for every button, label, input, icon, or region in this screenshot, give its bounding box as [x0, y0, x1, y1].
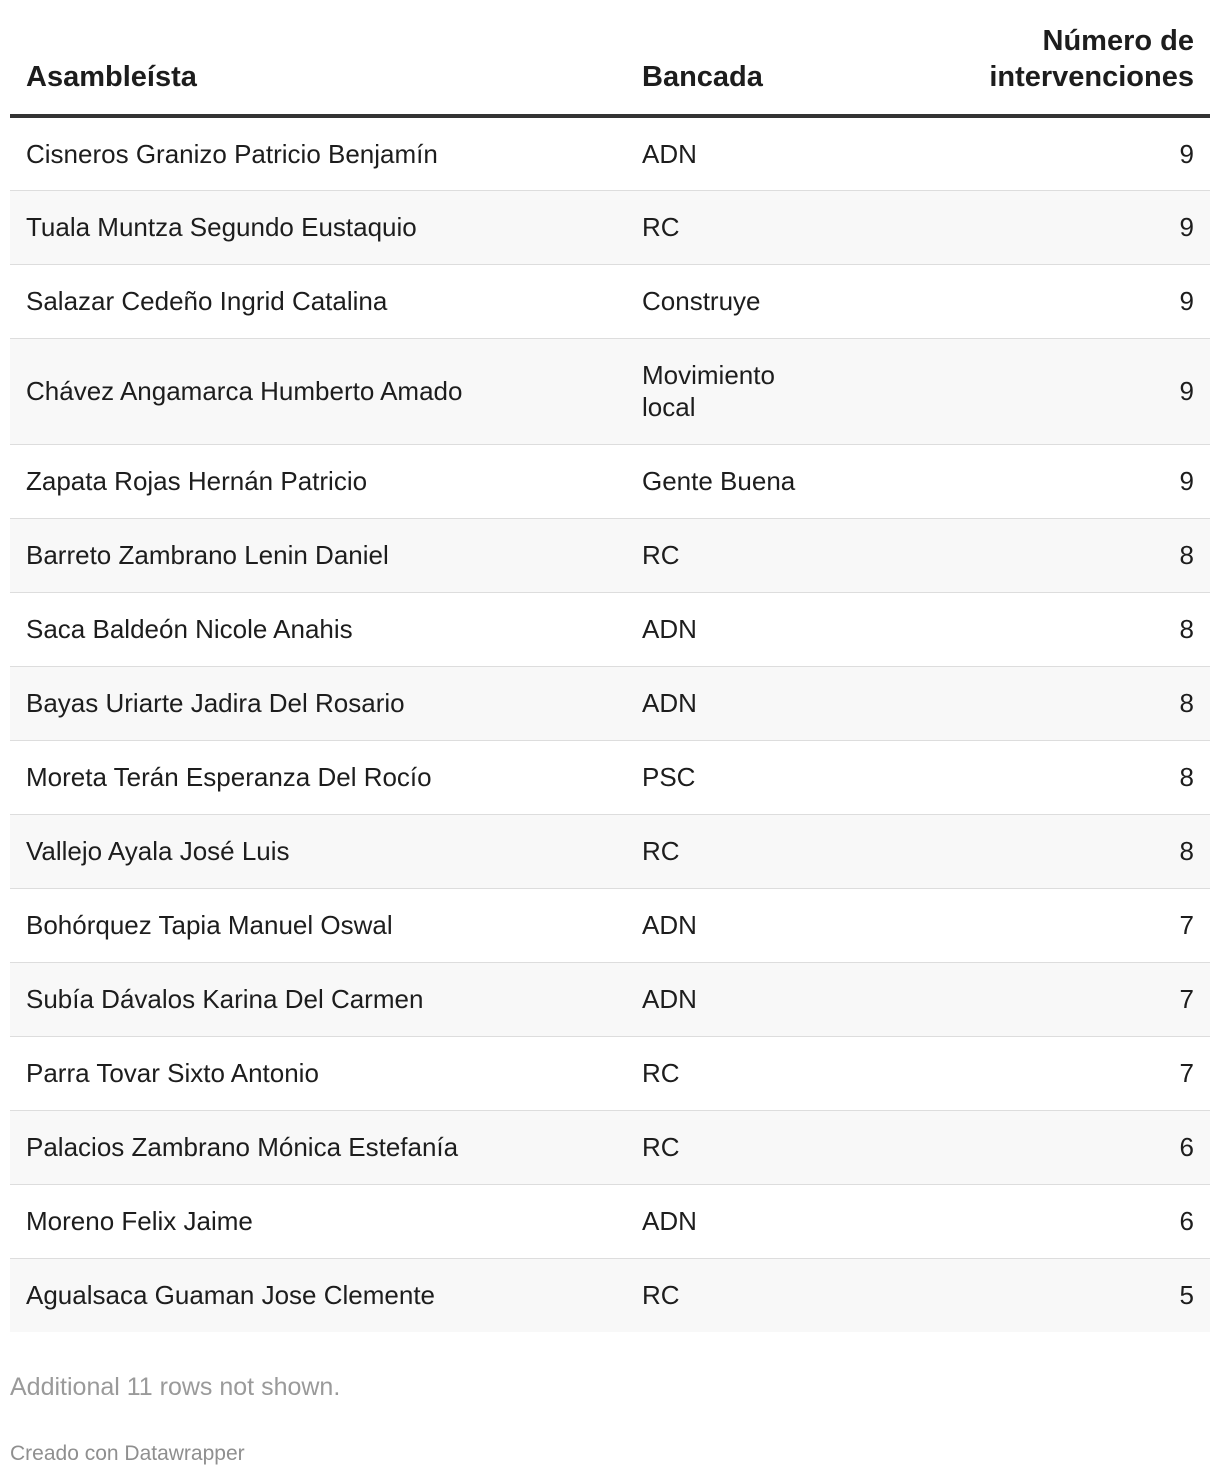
cell-asambleista: Subía Dávalos Karina Del Carmen: [10, 962, 626, 1036]
table-row: [10, 888, 1210, 962]
cell-bancada-text: RC: [642, 836, 680, 866]
table-row: [10, 962, 1210, 1036]
cell-bancada: [626, 444, 826, 518]
cell-asambleista: Tuala Muntza Segundo Eustaquio: [10, 190, 626, 264]
cell-asambleista: Salazar Cedeño Ingrid Catalina: [10, 264, 626, 338]
cell-bancada-text: Construye: [642, 286, 761, 316]
cell-bancada-text: ADN: [642, 910, 697, 940]
cell-intervenciones: 6: [826, 1110, 1210, 1184]
cell-bancada: [626, 264, 826, 338]
cell-intervenciones: 8: [826, 518, 1210, 592]
cell-asambleista: Bohórquez Tapia Manuel Oswal: [10, 888, 626, 962]
column-header-asambleista[interactable]: Asambleísta: [10, 0, 626, 116]
cell-intervenciones: 8: [826, 592, 1210, 666]
table-row: [10, 740, 1210, 814]
cell-asambleista: Moreno Felix Jaime: [10, 1184, 626, 1258]
cell-bancada: [626, 116, 826, 190]
table-row: [10, 1184, 1210, 1258]
cell-bancada: [626, 338, 826, 444]
cell-intervenciones: 8: [826, 666, 1210, 740]
table-body: [10, 116, 1210, 1332]
cell-bancada-text: RC: [642, 212, 680, 242]
datawrapper-credit: Creado con Datawrapper: [10, 1442, 245, 1465]
cell-bancada: [626, 888, 826, 962]
cell-bancada: [626, 1036, 826, 1110]
table-row: [10, 1110, 1210, 1184]
cell-asambleista: Chávez Angamarca Humberto Amado: [10, 338, 626, 444]
cell-bancada: [626, 592, 826, 666]
cell-bancada-text: RC: [642, 1132, 680, 1162]
cell-intervenciones: 8: [826, 740, 1210, 814]
cell-bancada-text: ADN: [642, 984, 697, 1014]
table-row: [10, 1258, 1210, 1332]
rows-not-shown-note: Additional 11 rows not shown.: [10, 1373, 341, 1401]
table-row: [10, 264, 1210, 338]
cell-intervenciones: 7: [826, 962, 1210, 1036]
cell-bancada-text: RC: [642, 540, 680, 570]
table-row: [10, 814, 1210, 888]
cell-asambleista: Barreto Zambrano Lenin Daniel: [10, 518, 626, 592]
cell-bancada: [626, 190, 826, 264]
column-header-bancada[interactable]: Bancada: [626, 0, 826, 116]
cell-bancada-text: Movimiento local: [642, 360, 775, 422]
cell-bancada-text: PSC: [642, 762, 696, 792]
cell-intervenciones: 6: [826, 1184, 1210, 1258]
cell-intervenciones: 7: [826, 888, 1210, 962]
cell-bancada: [626, 740, 826, 814]
cell-bancada: [626, 666, 826, 740]
table-row: [10, 190, 1210, 264]
column-header-intervenciones[interactable]: [826, 0, 1210, 116]
table-row: [10, 444, 1210, 518]
table-row: [10, 116, 1210, 190]
cell-bancada: [626, 1258, 826, 1332]
cell-intervenciones: 5: [826, 1258, 1210, 1332]
cell-asambleista: Cisneros Granizo Patricio Benjamín: [10, 116, 626, 190]
cell-bancada-text: RC: [642, 1280, 680, 1311]
cell-asambleista: Parra Tovar Sixto Antonio: [10, 1036, 626, 1110]
cell-bancada-text: ADN: [642, 138, 697, 169]
table-row: [10, 592, 1210, 666]
header-row: [10, 0, 1210, 116]
cell-bancada: [626, 962, 826, 1036]
column-header-intervenciones-label: Número de intervenciones: [989, 25, 1194, 93]
cell-bancada-text: RC: [642, 1058, 680, 1088]
table-row: [10, 1036, 1210, 1110]
table-header: [10, 0, 1210, 116]
cell-intervenciones: 7: [826, 1036, 1210, 1110]
cell-bancada: [626, 1184, 826, 1258]
cell-asambleista: Moreta Terán Esperanza Del Rocío: [10, 740, 626, 814]
cell-intervenciones: 9: [826, 190, 1210, 264]
cell-bancada-text: ADN: [642, 688, 697, 718]
cell-asambleista: Agualsaca Guaman Jose Clemente: [10, 1258, 626, 1332]
cell-bancada-text: Gente Buena: [642, 466, 796, 496]
table-row: [10, 666, 1210, 740]
cell-asambleista: Saca Baldeón Nicole Anahis: [10, 592, 626, 666]
cell-bancada: [626, 1110, 826, 1184]
cell-intervenciones: 9: [826, 444, 1210, 518]
table-container: [10, 0, 1210, 1332]
table-row: [10, 518, 1210, 592]
cell-intervenciones: 9: [826, 338, 1210, 444]
cell-bancada-text: ADN: [642, 1206, 697, 1236]
cell-bancada: [626, 814, 826, 888]
cell-asambleista: Palacios Zambrano Mónica Estefanía: [10, 1110, 626, 1184]
cell-intervenciones: 8: [826, 814, 1210, 888]
cell-asambleista: Zapata Rojas Hernán Patricio: [10, 444, 626, 518]
data-table: [10, 0, 1210, 1332]
cell-asambleista: Vallejo Ayala José Luis: [10, 814, 626, 888]
cell-bancada: [626, 518, 826, 592]
cell-intervenciones: 9: [826, 116, 1210, 190]
cell-intervenciones: 9: [826, 264, 1210, 338]
cell-asambleista: Bayas Uriarte Jadira Del Rosario: [10, 666, 626, 740]
table-row: [10, 338, 1210, 444]
cell-bancada-text: ADN: [642, 614, 697, 644]
